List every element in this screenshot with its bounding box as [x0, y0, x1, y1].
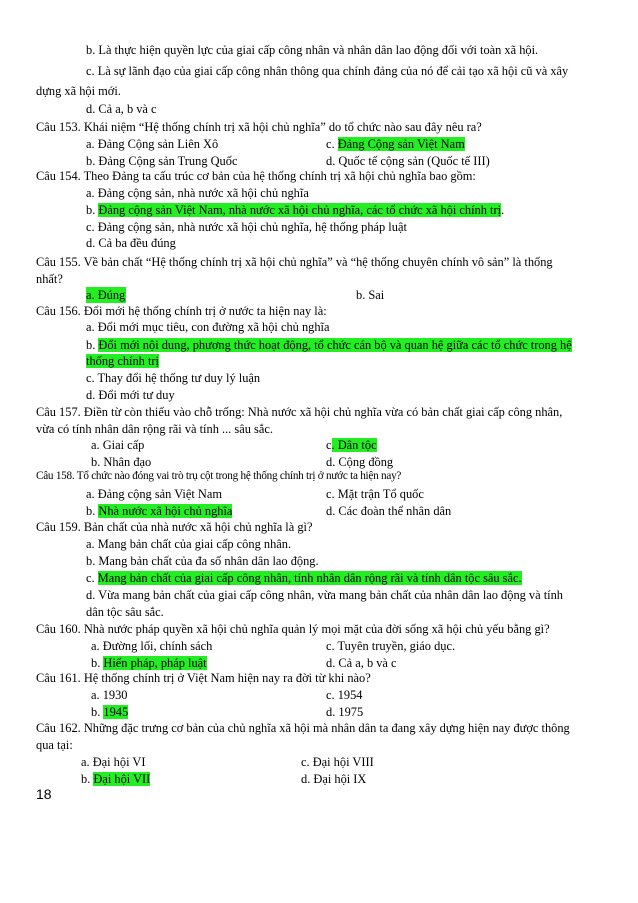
option-text: b. Nhân đạo: [91, 455, 152, 469]
option-text: a. Đại hội VI: [81, 755, 146, 769]
option-text: [86, 353, 159, 369]
option-text: a. 1930: [91, 688, 128, 702]
option-text: a. Đổi mới mục tiêu, con đường xã hội chủ nghĩa: [86, 320, 330, 334]
option-text: b. 1945: [91, 705, 129, 719]
option-text: a. Đảng cộng sản, nhà nước xã hội chủ nghĩa: [86, 186, 309, 200]
option-text: b. Sai: [356, 288, 385, 302]
option-text: a. Đảng cộng sản Việt Nam: [86, 487, 222, 501]
question-160: Câu 160. Nhà nước pháp quyền xã hội chủ nghĩa quản lý mọi mặt của đời sống xã hội chủ yếu bằng gì?: [36, 622, 550, 636]
option-text: c. Đảng Cộng sản Việt Nam: [326, 137, 465, 151]
option-text: a. Đường lối, chính sách: [91, 639, 213, 653]
option-text: d. Quốc tế cộng sản (Quốc tế III): [326, 154, 490, 168]
option-text: d. Vừa mang bản chất của giai cấp công nhân, vừa mang bản chất của nhân dân lao động và tính: [86, 588, 564, 602]
question-155-cont: nhất?: [36, 272, 63, 286]
option-text: c. Mang bản chất của giai cấp công nhân, tính nhân dân rộng rãi và tính dân tộc sâu sắc.: [86, 571, 522, 585]
option-text: dân tộc sâu sắc.: [86, 605, 164, 619]
question-157: Câu 157. Điền từ còn thiếu vào chỗ trống: Nhà nước xã hội chủ nghĩa vừa có bản chất giai cấp công nhân,: [36, 405, 563, 419]
highlighted-answer: thống chính trị: [86, 354, 159, 368]
option-text: d. Cộng đồng: [326, 455, 394, 469]
question-162: Câu 162. Những đặc trưng cơ bản của chủ nghĩa xã hội mà nhân dân ta đang xây dựng hiện nay được thông: [36, 721, 570, 735]
highlighted-answer: Hiến pháp, pháp luật: [103, 656, 207, 670]
option-text: a. Giai cấp: [91, 438, 145, 452]
option-text: c. Đại hội VIII: [301, 755, 374, 769]
option-text: c. Tuyên truyền, giáo dục.: [326, 639, 456, 653]
option-text: c. Đảng cộng sản, nhà nước xã hội chủ nghĩa, hệ thống pháp luật: [86, 220, 407, 234]
option-text: d. Cả ba đều đúng: [86, 236, 176, 250]
question-162-cont: qua tại:: [36, 738, 73, 752]
text-line: d. Cả a, b và c: [86, 102, 157, 116]
question-158: Câu 158. Tổ chức nào đóng vai trò trụ cột trong hệ thống chính trị ở nước ta hiện nay?: [36, 470, 402, 482]
highlighted-answer: 1945: [103, 705, 129, 719]
option-text: d. Cả a, b và c: [326, 656, 397, 670]
option-text: c. Mặt trận Tổ quốc: [326, 487, 424, 501]
option-text: b. Hiến pháp, pháp luật: [91, 656, 207, 670]
question-156: Câu 156. Đổi mới hệ thống chính trị ở nước ta hiện nay là:: [36, 304, 327, 318]
highlighted-answer: Đảng cộng sản Việt Nam, nhà nước xã hội chủ nghĩa, các tổ chức xã hội chính trị: [98, 203, 502, 217]
option-text: c. Thay đổi hệ thống tư duy lý luận: [86, 371, 261, 385]
option-text: b. Đảng Cộng sản Trung Quốc: [86, 154, 238, 168]
highlighted-answer: Mang bản chất của giai cấp công nhân, tính nhân dân rộng rãi và tính dân tộc sâu sắc.: [97, 571, 522, 585]
option-text: d. Đổi mới tư duy: [86, 388, 175, 402]
text-line: c. Là sự lãnh đạo của giai cấp công nhân thông qua chính đảng của nó để cải tạo xã hội cũ và xây: [86, 64, 569, 78]
option-text: b. Mang bản chất của đa số nhân dân lao động.: [86, 554, 319, 568]
option-text: d. Các đoàn thể nhân dân: [326, 504, 452, 518]
page-number: 18: [36, 786, 52, 802]
option-text: c. 1954: [326, 688, 363, 702]
question-159: Câu 159. Bản chất của nhà nước xã hội chủ nghĩa là gì?: [36, 520, 313, 534]
option-text: b. Đổi mới nội dung, phương thức hoạt động, tổ chức cán bộ và quan hệ giữa các tổ chức trong hệ: [86, 338, 572, 352]
option-text: b. Đại hội VII: [81, 772, 151, 786]
text-line: dựng xã hội mới.: [36, 84, 121, 98]
option-text: b. Đảng cộng sản Việt Nam, nhà nước xã hội chủ nghĩa, các tổ chức xã hội chính trị.: [86, 203, 505, 217]
option-text: a. Đảng Cộng sản Liên Xô: [86, 137, 219, 151]
question-161: Câu 161. Hệ thống chính trị ở Việt Nam hiện nay ra đời từ khi nào?: [36, 671, 371, 685]
highlighted-answer: Đảng Cộng sản Việt Nam: [337, 137, 465, 151]
highlighted-answer: Đại hội VII: [93, 772, 151, 786]
option-text: d. Đại hội IX: [301, 772, 367, 786]
highlighted-answer: . Dân tộc: [331, 438, 377, 452]
option-text: c. Dân tộc: [326, 438, 377, 452]
question-153: Câu 153. Khái niệm “Hệ thống chính trị xã hội chủ nghĩa” do tổ chức nào sau đây nêu ra?: [36, 120, 482, 134]
option-text: d. 1975: [326, 705, 364, 719]
highlighted-answer: Đổi mới nội dung, phương thức hoạt động, tổ chức cán bộ và quan hệ giữa các tổ chức trong hệ: [98, 338, 572, 352]
question-155: Câu 155. Về bản chất “Hệ thống chính trị xã hội chủ nghĩa” và “hệ thống chuyên chính vô sản” là thống: [36, 255, 553, 269]
option-text: b. Nhà nước xã hội chủ nghĩa: [86, 504, 233, 518]
highlighted-answer: a. Đúng: [86, 288, 126, 302]
text-line: b. Là thực hiện quyền lực của giai cấp công nhân và nhân dân lao động đối với toàn xã hội.: [86, 43, 539, 57]
option-text: a. Mang bản chất của giai cấp công nhân.: [86, 537, 292, 551]
question-157-cont: vừa có tính nhân dân rộng rãi và tính ... sâu sắc.: [36, 422, 273, 436]
question-154: Câu 154. Theo Đảng ta cấu trúc cơ bản của hệ thống chính trị xã hội chủ nghĩa bao gồm:: [36, 169, 476, 183]
highlighted-answer: Nhà nước xã hội chủ nghĩa: [98, 504, 233, 518]
